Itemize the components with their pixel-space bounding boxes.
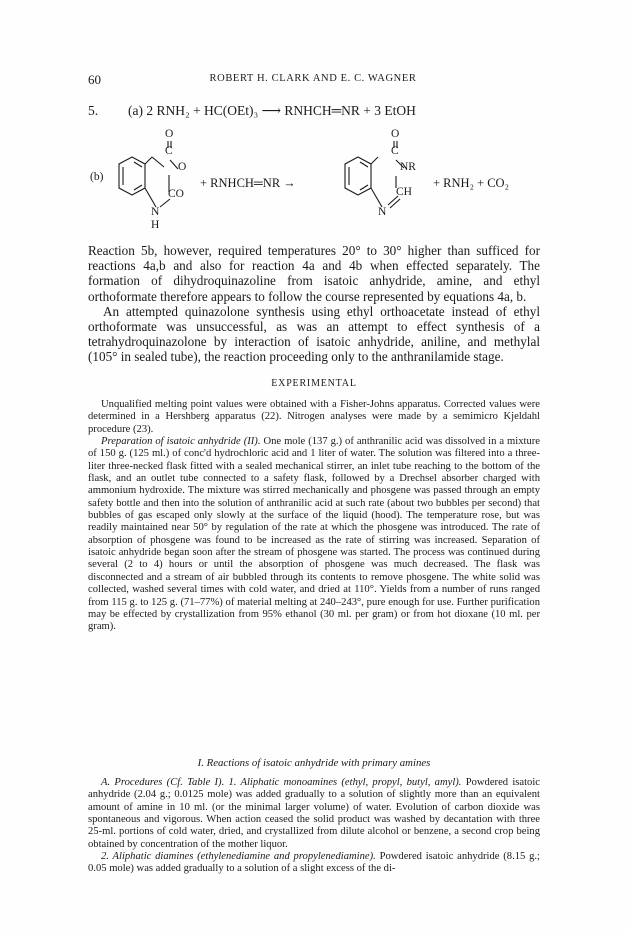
procedure-a-paragraph [88,777,540,851]
experimental-heading: EXPERIMENTAL [271,378,357,389]
experimental-text [88,399,540,634]
equation-number: 5. [88,103,99,118]
label-b: (b) [90,171,104,183]
left-co: CO [168,188,184,200]
paragraph-reaction-5b: Reaction 5b, however, required temperatures 20° to 30° higher than sufficed for reactions 4a,b and also for reaction 4a and 4b when effected separately. The formation of dihydroquinazoline from isatoic anhydride, amine, and ethyl orthoformate therefore appears to follow the course represented by equations 4a, b. [88,243,540,304]
left-o-ring: O [178,161,187,173]
procedure-2-paragraph [88,851,540,876]
right-n: N [378,206,387,218]
procedure-2-title: 2. Aliphatic diamines (ethylenediamine and propylenediamine). [101,851,376,863]
right-nr: NR [400,161,416,173]
equation-5b-structures [88,118,538,233]
procedure-a-text: Powdered isatoic anhydride (2.04 g.; 0.0125 mole) was added gradually to a solution of slightly more than an equivalent amount of amine in 10 ml. (or the minimal larger volume) of water. Evolution of carbon dioxide was spontaneous and vigorous. When action ceased the solid product was washed by decantation with three 25-ml. portions of cold water, dried, and crystallized from dilute alcohol or benzene, a second crop being obtained by concentration of the mother liquor. [88,777,540,850]
left-h: H [151,219,160,231]
preparation-title: Preparation of isatoic anhydride (II). [101,436,261,448]
right-ch: CH [396,186,412,198]
products-text: + RNH₂ + CO₂ [433,176,509,190]
right-o-top: O [391,128,400,140]
paragraph-quinazolone-attempt: An attempted quinazolone synthesis using ethyl orthoacetate instead of ethyl orthoformate was unsuccessful, as was an attempt to effect synthesis of a tetrahydroquinazolone by interaction of isatoic anhydride, aniline, and methylal (105° in sealed tube), the reaction proceeding only to the anthranilamide stage. [88,303,540,365]
procedure-a-title: A. Procedures (Cf. Table I). 1. Aliphatic monoamines (ethyl, propyl, butyl, amyl). [101,777,462,788]
right-c-top: C [391,145,399,157]
preparation-paragraph [88,436,540,634]
section-i-heading: I. Reactions of isatoic anhydride with primary amines [197,757,431,769]
left-c-top: C [165,145,173,157]
body-text [88,243,540,365]
running-title: ROBERT H. CLARK AND E. C. WAGNER [209,73,417,84]
page-number: 60 [88,72,101,87]
reagent-text: + RNHCH═NR → [200,176,296,190]
equation-5a-text: (a) 2 RNH₂ + HC(OEt)₃ ⟶ RNHCH═NR + 3 EtOH [128,103,416,118]
preparation-text: One mole (137 g.) of anthranilic acid was dissolved in a mixture of 150 g. (125 ml.) of conc'd hydrochloric acid and 1 liter of water. The solution was filtered into a three-liter three-necked flask fitted with a sealed mechanical stirrer, an inlet tube reaching to the bottom of the flask, and an outlet tube connected to a safety flask, followed by a Drechsel absorber charged with ammonium hydroxide. The mixture was stirred mechanically and phosgene was passed through an empty safety bottle and then into the solution of anthranilic acid at such rate (about two bubbles per second) that bubbles of gas escaped only slowly at the surface of the liquid (hood). The temperature rose, but was readily maintained near 50° by regulation of the rate at which the phosgene was introduced. The rate of absorption of phosgene was found to be increased as the rate of stirring was increased. Separation of isatoic anhydride began soon after the stream of phosgene was started. The process was continued during several (2 to 4) hours or until the absorption of phosgene was much decreased. The flask was disconnected and a stream of air bubbled through its contents to remove phosgene. The white solid was collected, washed several times with cold water, and dried at 110°. Yields from a number of runs ranged from 115 g. to 125 g. (71–77%) of material melting at 240–243°, pure enough for use. Further purification may be effected by crystallization from 95% ethanol (30 ml. per gram) or from hot dioxane (10 ml. per gram). [88,436,540,633]
left-o-top: O [165,128,174,140]
experimental-intro: Unqualified melting point values were obtained with a Fisher-Johns apparatus. Corrected values were determined in a Hershberg apparatus (22). Nitrogen analyses were made by a semimicro Kjeldahl procedure (23). [88,399,540,435]
procedures-text [88,777,540,876]
procedure-2-text: Powdered isatoic anhydride (8.15 g.; 0.05 mole) was added gradually to a solution of a slight excess of the di- [88,851,540,875]
left-n: N [151,206,160,218]
page-header [88,72,538,88]
